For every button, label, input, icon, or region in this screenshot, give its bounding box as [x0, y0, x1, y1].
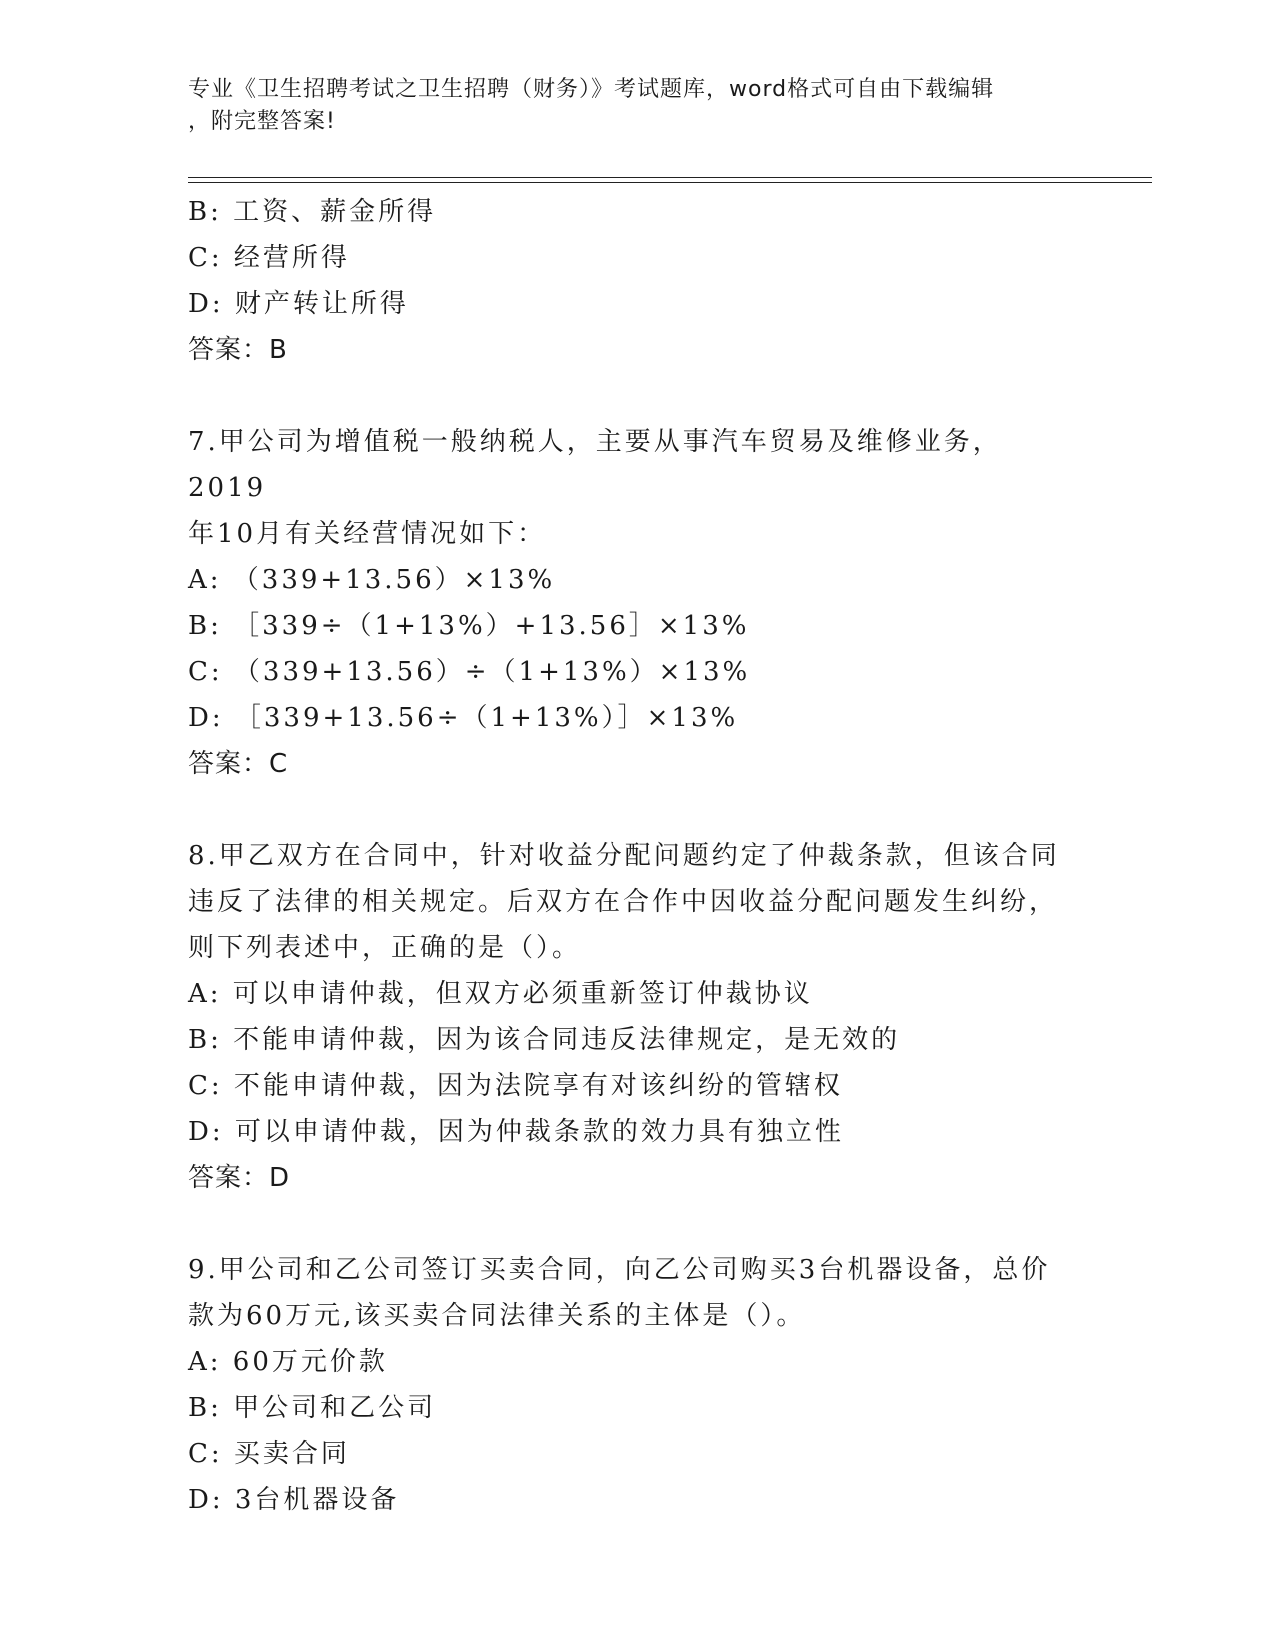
question-text [188, 833, 1068, 971]
option-b: B: 不能申请仲裁，因为该合同违反法律规定，是无效的 [188, 1025, 901, 1055]
question-text-line: 款为60万元,该买卖合同法律关系的主体是（）。 [188, 1301, 806, 1331]
question-content [188, 189, 1068, 1523]
question-text [188, 1247, 1068, 1339]
question-text-line: 违反了法律的相关规定。后双方在合作中因收益分配问题发生纠纷， [188, 887, 1059, 917]
option-c: C: 不能申请仲裁，因为法院享有对该纠纷的管辖权 [188, 1071, 843, 1101]
option-c: C: 经营所得 [188, 243, 350, 273]
header-line-2: ，附完整答案! [188, 109, 336, 134]
header-line-1: 专业《卫生招聘考试之卫生招聘（财务）》考试题库，word格式可自由下载编辑 [188, 77, 995, 102]
answer-label: 答案：D [188, 1163, 291, 1193]
option-b: B: 工资、薪金所得 [188, 197, 437, 227]
document-header [188, 74, 1068, 138]
header-rule-top [188, 177, 1152, 178]
spacer [188, 787, 1068, 833]
option-a: A: （339+13.56）×13% [188, 565, 556, 595]
question-text-line: 年10月有关经营情况如下： [188, 519, 547, 549]
question-text-line: 7.甲公司为增值税一般纳税人，主要从事汽车贸易及维修业务，2019 [188, 427, 1002, 503]
question-text-line: 8.甲乙双方在合同中，针对收益分配问题约定了仲裁条款，但该合同 [188, 841, 1060, 871]
option-a: A: 60万元价款 [188, 1347, 388, 1377]
option-d: D: 3台机器设备 [188, 1485, 400, 1515]
spacer [188, 373, 1068, 419]
option-a: A: 可以申请仲裁，但双方必须重新签订仲裁协议 [188, 979, 813, 1009]
option-d: D: 财产转让所得 [188, 289, 409, 319]
question-9 [188, 1247, 1068, 1523]
answer-label: 答案：B [188, 335, 288, 365]
question-text-line: 9.甲公司和乙公司签订买卖合同，向乙公司购买3台机器设备，总价 [188, 1255, 1051, 1285]
spacer [188, 1201, 1068, 1247]
question-6-tail [188, 189, 1068, 373]
option-b: B: 甲公司和乙公司 [188, 1393, 437, 1423]
question-text-line: 则下列表述中，正确的是（）。 [188, 933, 582, 963]
option-c: C: 买卖合同 [188, 1439, 350, 1469]
question-text [188, 419, 1068, 557]
question-7 [188, 419, 1068, 787]
header-rule-bottom [188, 182, 1152, 183]
option-c: C: （339+13.56）÷（1+13%）×13% [188, 657, 751, 687]
option-d: D: 可以申请仲裁，因为仲裁条款的效力具有独立性 [188, 1117, 844, 1147]
answer-label: 答案：C [188, 749, 289, 779]
option-d: D: ［339+13.56÷（1+13%）］×13% [188, 703, 739, 733]
question-8 [188, 833, 1068, 1201]
option-b: B: ［339÷（1+13%）+13.56］×13% [188, 611, 750, 641]
